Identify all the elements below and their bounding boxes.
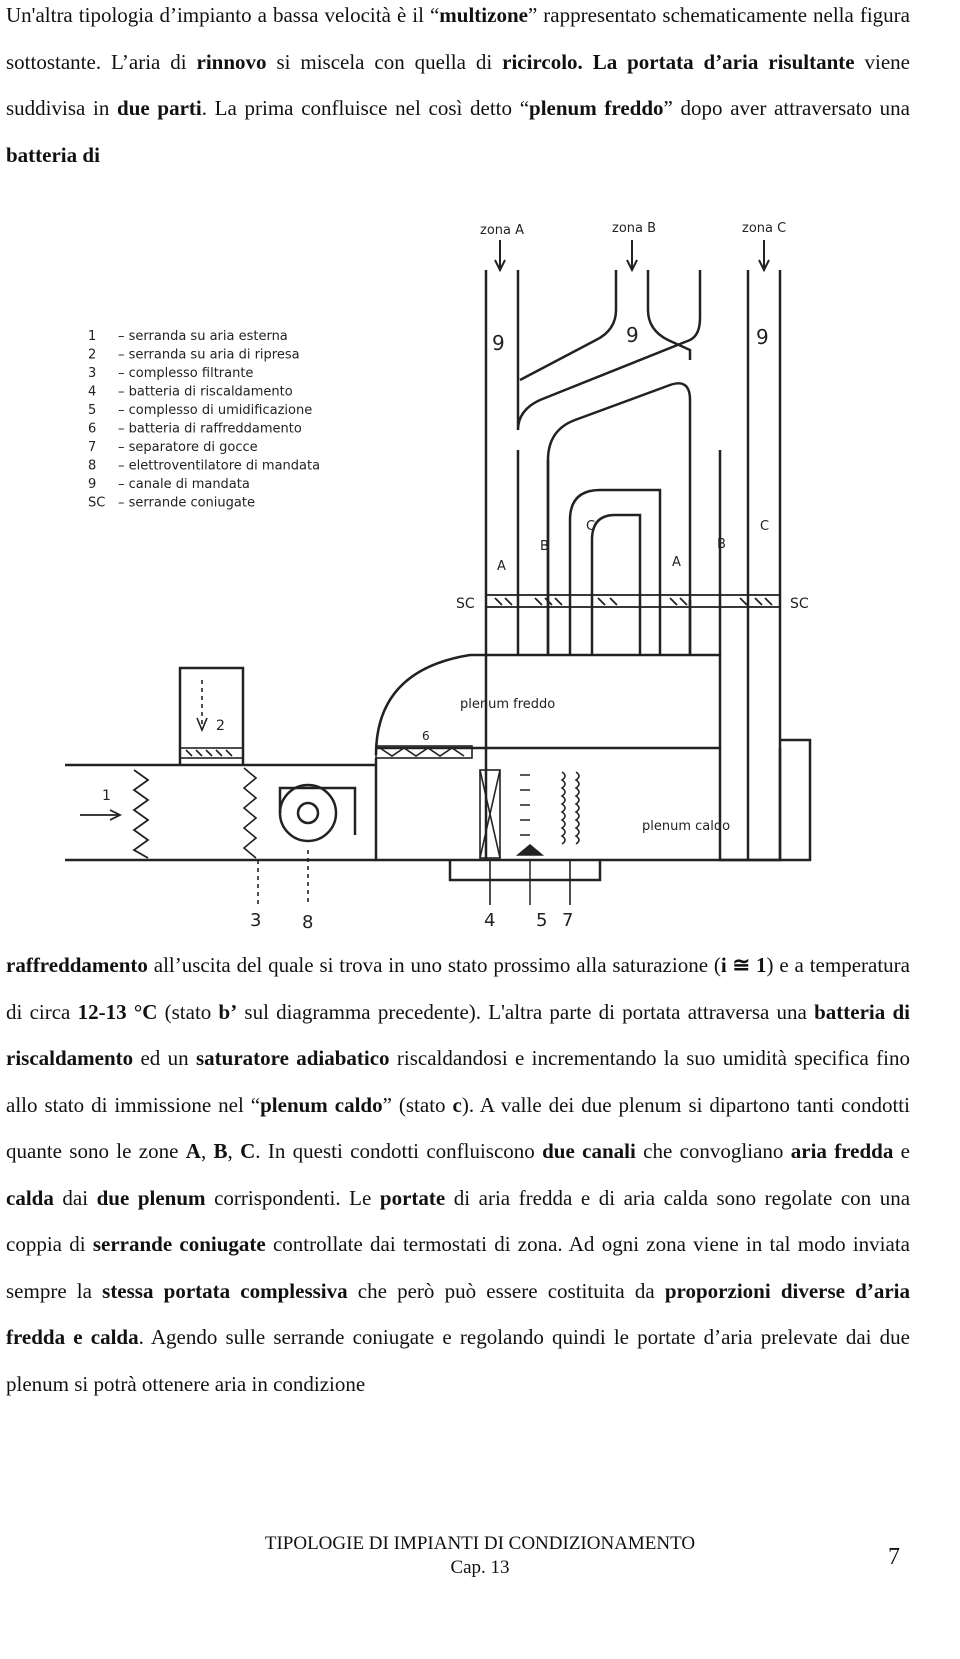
- paragraph1-run: ” rappresentato schematicamente nella figura sottostante. L’aria di: [6, 3, 910, 74]
- legend-number: 2: [88, 347, 97, 363]
- legend-text: – complesso di umidificazione: [118, 403, 313, 418]
- paragraph2-run: all’uscita del quale si trova in uno stato prossimo alla saturazione (: [147, 953, 721, 977]
- sc-label-right: SC: [790, 596, 809, 612]
- label-7: 7: [562, 910, 574, 931]
- legend-text: – complesso filtrante: [118, 366, 254, 381]
- paragraph1-run: si miscela con quella di: [266, 49, 503, 74]
- humidifier: [518, 775, 542, 905]
- paragraph2-run: i ≅ 1: [720, 953, 767, 977]
- paragraph2-run: raffreddamento: [6, 953, 148, 977]
- paragraph1-run: batteria di: [6, 142, 100, 167]
- paragraph1-run: viene suddivisa in: [6, 49, 910, 120]
- label-4: 4: [484, 910, 496, 931]
- paragraph-intro: [6, 0, 910, 178]
- legend-number: 3: [88, 366, 97, 381]
- paragraph2-run: ,: [200, 1139, 214, 1163]
- legend-number: 4: [88, 384, 97, 400]
- paragraph2-run: dai: [53, 1185, 97, 1210]
- duct-letter-c1: C: [586, 519, 596, 534]
- outside-air-inlet: [80, 770, 148, 858]
- paragraph2-run: A: [185, 1139, 201, 1163]
- paragraph2-run: B: [213, 1139, 228, 1163]
- paragraph2-run: ” (stato: [382, 1092, 453, 1117]
- supply-fan: [280, 785, 355, 905]
- paragraph2-run: c: [452, 1092, 462, 1117]
- legend-text: – elettroventilatore di mandata: [118, 458, 321, 474]
- paragraph1-run: due parti: [117, 96, 202, 120]
- paragraph1-run: ” dopo aver attraversato una: [663, 96, 910, 120]
- label-1: 1: [102, 788, 111, 804]
- paragraph2-run: . In questi condotti confluiscono: [255, 1139, 543, 1163]
- conjugate-dampers: [486, 595, 780, 607]
- label-8: 8: [302, 912, 314, 933]
- paragraph1-run: rinnovo: [196, 49, 267, 74]
- legend-text: – canale di mandata: [118, 477, 250, 492]
- paragraph2-run: e: [893, 1139, 911, 1163]
- paragraph2-run: saturatore adiabatico: [195, 1046, 390, 1070]
- paragraph-description: [6, 942, 910, 1407]
- label-5: 5: [536, 910, 548, 931]
- zone-c-label: zona C: [742, 221, 787, 236]
- legend: [88, 329, 320, 511]
- return-damper: [180, 680, 243, 758]
- label-6: 6: [422, 729, 430, 743]
- paragraph1-run: ricircolo. La portata d’aria risultante: [502, 49, 855, 74]
- paragraph2-run: stessa portata complessiva: [102, 1278, 348, 1303]
- paragraph2-run: che però può essere costituita da: [347, 1278, 665, 1303]
- paragraph2-run: ). A valle dei due plenum si dipartono tanti condotti quante sono le zone: [6, 1092, 910, 1163]
- label-3: 3: [250, 910, 262, 931]
- duct-letter-b1: B: [540, 539, 549, 554]
- paragraph2-run: serrande coniugate: [92, 1232, 266, 1256]
- label-2: 2: [216, 718, 225, 734]
- plenum-freddo-label: plenum freddo: [460, 697, 556, 712]
- duct-label-9-a: 9: [492, 331, 505, 355]
- drop-separator: [562, 772, 579, 905]
- multizone-diagram: [0, 200, 960, 940]
- legend-number: 5: [88, 403, 97, 418]
- paragraph1-run: . La prima confluisce nel così detto “: [201, 96, 530, 120]
- supply-ducts: [486, 270, 780, 860]
- paragraph2-run: corrispondenti. Le: [205, 1185, 380, 1210]
- footer-chapter: Cap. 13: [450, 1557, 510, 1578]
- legend-number: 8: [88, 458, 97, 474]
- paragraph2-run: sul diagramma precedente). L'altra parte di portata attraversa una: [237, 999, 815, 1024]
- duct-letter-b2: B: [717, 537, 726, 552]
- legend-text: – separatore di gocce: [118, 440, 258, 455]
- legend-number: 6: [88, 421, 97, 437]
- paragraph2-run: batteria di riscaldamento: [6, 999, 911, 1070]
- legend-number: 1: [88, 329, 97, 344]
- legend-number: 7: [88, 440, 97, 455]
- paragraph2-run: . Agendo sulle serrande coniugate e regolando quindi le portate d’aria prelevate dai due plenum si potrà ottenere aria in condizione: [6, 1325, 910, 1396]
- legend-text: – serranda su aria esterna: [118, 329, 288, 344]
- paragraph2-run: riscaldandosi e incrementando la suo umidità specifica fino allo stato di immissione nel “: [6, 1046, 911, 1117]
- paragraph2-run: ed un: [133, 1046, 196, 1070]
- paragraph2-run: aria fredda: [790, 1139, 894, 1163]
- zone-b-label: zona B: [612, 221, 657, 236]
- zone-a-label: zona A: [480, 223, 525, 238]
- sc-label-left: SC: [456, 596, 475, 612]
- paragraph2-run: calda: [6, 1185, 54, 1210]
- paragraph2-run: che convogliano: [635, 1139, 791, 1163]
- filter: [244, 768, 258, 905]
- legend-text: – serrande coniugate: [118, 495, 255, 511]
- paragraph2-run: ) e a temperatura di circa: [6, 953, 910, 1024]
- legend-number: SC: [88, 495, 106, 511]
- paragraph2-run: due plenum: [96, 1185, 206, 1210]
- zone-arrows: [495, 240, 769, 270]
- duct-letter-a1: A: [497, 559, 506, 574]
- plenum-caldo-label: plenum caldo: [642, 819, 731, 834]
- paragraph2-run: 12-13 °C: [77, 999, 158, 1024]
- paragraph2-run: b’: [218, 999, 238, 1024]
- paragraph2-run: C: [240, 1139, 256, 1163]
- page-number: 7: [888, 1544, 900, 1570]
- paragraph2-run: (stato: [157, 999, 219, 1024]
- duct-letter-c2: C: [760, 519, 770, 534]
- paragraph2-run: proporzioni diverse d’aria fredda e calda: [6, 1278, 910, 1349]
- paragraph2-run: controllate dai termostati di zona. Ad ogni zona viene in tal modo inviata sempre la: [6, 1232, 910, 1303]
- paragraph2-run: portate: [379, 1185, 446, 1210]
- legend-text: – serranda su aria di ripresa: [118, 347, 300, 363]
- paragraph1-run: plenum freddo: [529, 96, 664, 120]
- footer-title: TIPOLOGIE DI IMPIANTI DI CONDIZIONAMENTO: [264, 1533, 696, 1554]
- paragraph1-run: multizone: [439, 3, 528, 27]
- paragraph2-run: plenum caldo: [260, 1092, 383, 1117]
- legend-number: 9: [88, 477, 97, 492]
- paragraph1-run: Un'altra tipologia d’impianto a bassa velocità è il “: [6, 3, 440, 27]
- page-footer: [0, 1532, 960, 1580]
- duct-label-9-b: 9: [626, 323, 639, 347]
- paragraph2-run: di aria fredda e di aria calda sono regolate con una coppia di: [6, 1185, 911, 1256]
- paragraph2-run: due canali: [542, 1139, 636, 1163]
- duct-label-9-c: 9: [756, 325, 769, 349]
- legend-text: – batteria di raffreddamento: [118, 421, 302, 437]
- legend-text: – batteria di riscaldamento: [118, 384, 293, 400]
- heating-coil: [480, 770, 500, 905]
- duct-letter-a2: A: [672, 555, 681, 570]
- paragraph2-run: ,: [227, 1139, 241, 1163]
